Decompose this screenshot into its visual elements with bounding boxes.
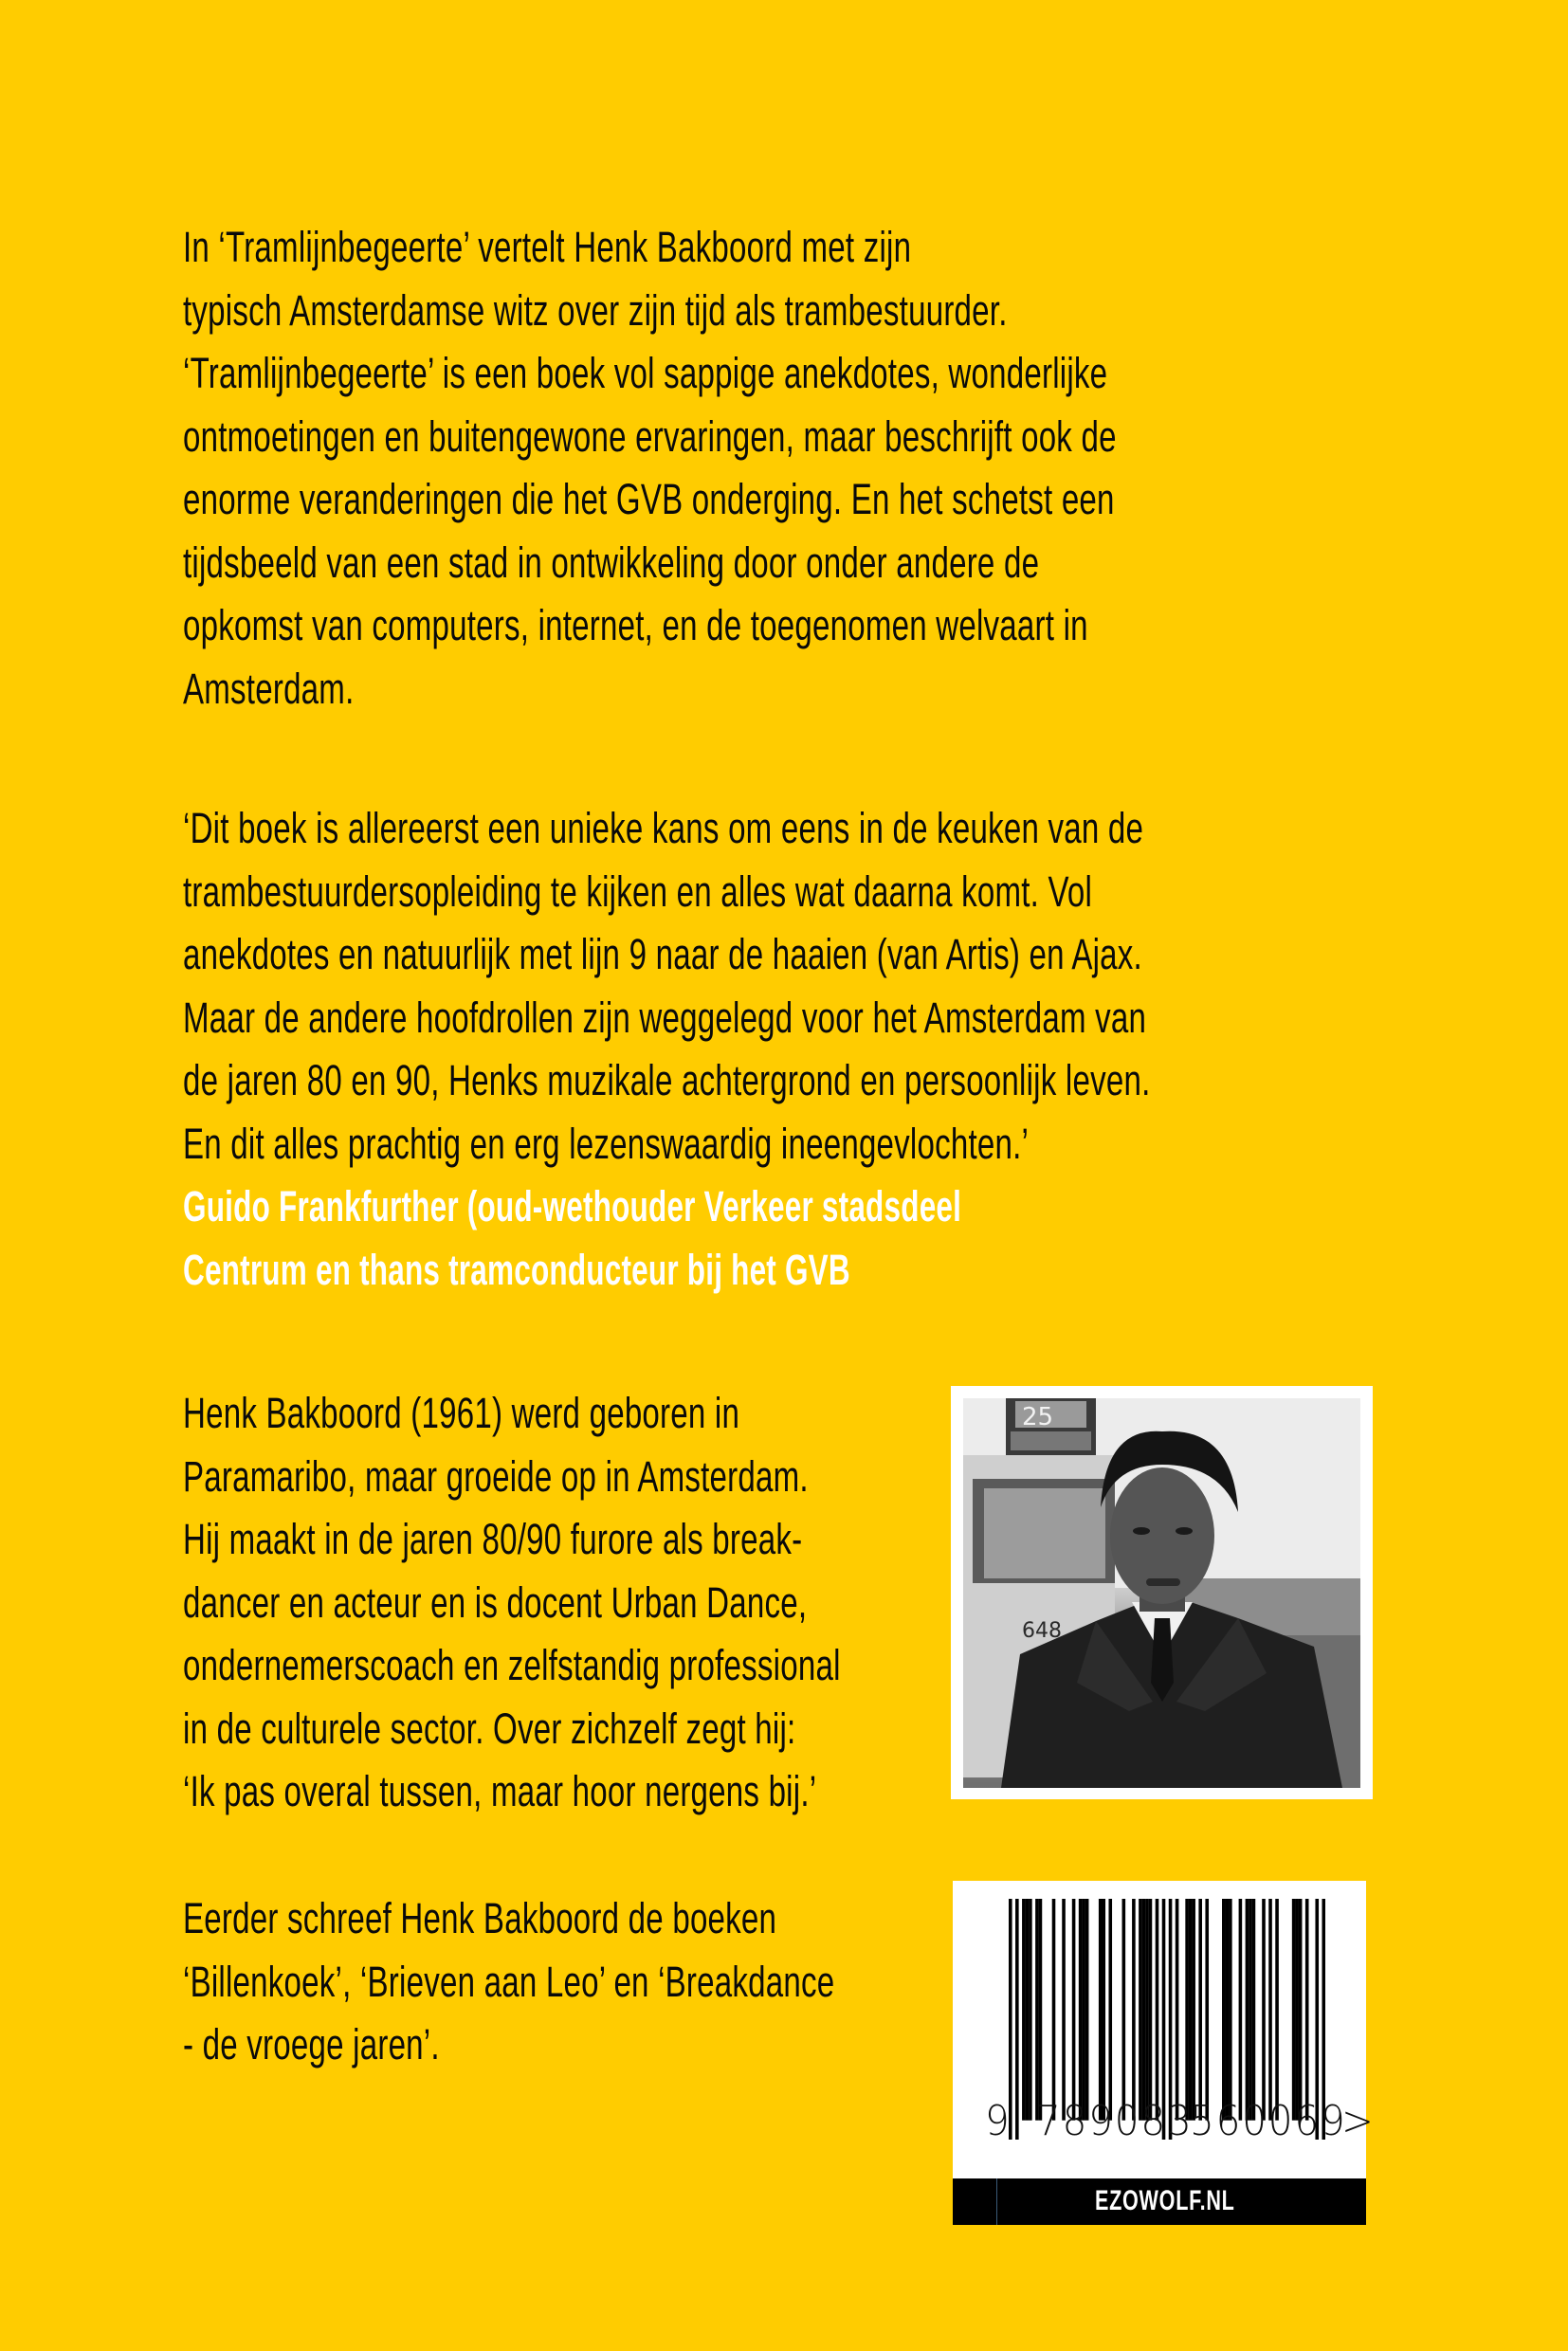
other-books-line: ‘Billenkoek’, ‘Brieven aan Leo’ en ‘Breakdance xyxy=(183,1957,835,2006)
other-books-line: - de vroege jaren’. xyxy=(183,2020,440,2069)
quote-line: de jaren 80 en 90, Henks muzikale achtergrond en persoonlijk leven. xyxy=(183,1056,1151,1104)
blurb-line: In ‘Tramlijnbegeerte’ vertelt Henk Bakboord met zijn xyxy=(183,223,912,271)
quote-line: trambestuurdersopleiding te kijken en alles wat daarna komt. Vol xyxy=(183,866,1093,916)
quote-line: Maar de andere hoofdrollen zijn weggelegd voor het Amsterdam van xyxy=(183,993,1147,1042)
bio-line: Paramaribo, maar groeide op in Amsterdam. xyxy=(183,1451,809,1501)
strip-divider xyxy=(996,2178,997,2225)
barcode-digits-left: 789083 xyxy=(1036,2097,1194,2145)
barcode-quiet-zone-mark: > xyxy=(1341,2097,1374,2145)
barcode-digit-lead: 9 xyxy=(985,2097,1010,2145)
isbn-barcode xyxy=(953,1881,1374,2225)
publisher-website: EZOWOLF.NL xyxy=(1095,2185,1235,2216)
quote-credit: Centrum en thans tramconducteur bij het GVB xyxy=(183,1245,850,1294)
tram-fleet-number: 648 xyxy=(1022,1619,1062,1643)
photo-illustration xyxy=(963,1398,1360,1788)
blurb-line: ontmoetingen en buitengewone ervaringen, maar beschrijft ook de xyxy=(183,411,1117,461)
tram-route-number: 25 xyxy=(1022,1403,1054,1431)
blurb-line: ‘Tramlijnbegeerte’ is een boek vol sappige anekdotes, wonderlijke xyxy=(183,349,1108,397)
author-photo xyxy=(963,1398,1360,1788)
quote-line: ‘Dit boek is allereerst een unieke kans om eens in de keuken van de xyxy=(183,804,1144,852)
blurb-line: typisch Amsterdamse witz over zijn tijd als trambestuurder. xyxy=(183,285,1008,335)
bio-line: dancer en acteur en is docent Urban Dance, xyxy=(183,1577,808,1627)
quote-line: anekdotes en natuurlijk met lijn 9 naar de haaien (van Artis) en Ajax. xyxy=(183,930,1142,978)
blurb-line: opkomst van computers, internet, en de toegenomen welvaart in xyxy=(183,601,1088,649)
barcode-digits-right: 560069 xyxy=(1190,2097,1347,2145)
bio-line: ondernemerscoach en zelfstandig professional xyxy=(183,1641,841,1689)
quote-line: En dit alles prachtig en erg lezenswaardig ineengevlochten.’ xyxy=(183,1119,1030,1168)
publisher-strip xyxy=(953,2178,1366,2225)
bio-line: ‘Ik pas overal tussen, maar hoor nergens bij.’ xyxy=(183,1767,817,1815)
blurb-line: Amsterdam. xyxy=(183,664,355,713)
bio-line: Henk Bakboord (1961) werd geboren in xyxy=(183,1389,740,1437)
blurb-line: tijdsbeeld van een stad in ontwikkeling door onder andere de xyxy=(183,538,1040,587)
blurb-line: enorme veranderingen die het GVB onderging. En het schetst een xyxy=(183,475,1115,523)
bio-line: in de culturele sector. Over zichzelf zegt hij: xyxy=(183,1704,796,1753)
bio-line: Hij maakt in de jaren 80/90 furore als break- xyxy=(183,1515,803,1563)
quote-credit: Guido Frankfurther (oud-wethouder Verkeer stadsdeel xyxy=(183,1182,962,1230)
other-books-line: Eerder schreef Henk Bakboord de boeken xyxy=(183,1894,777,1942)
author-photo-frame xyxy=(951,1386,1373,1799)
